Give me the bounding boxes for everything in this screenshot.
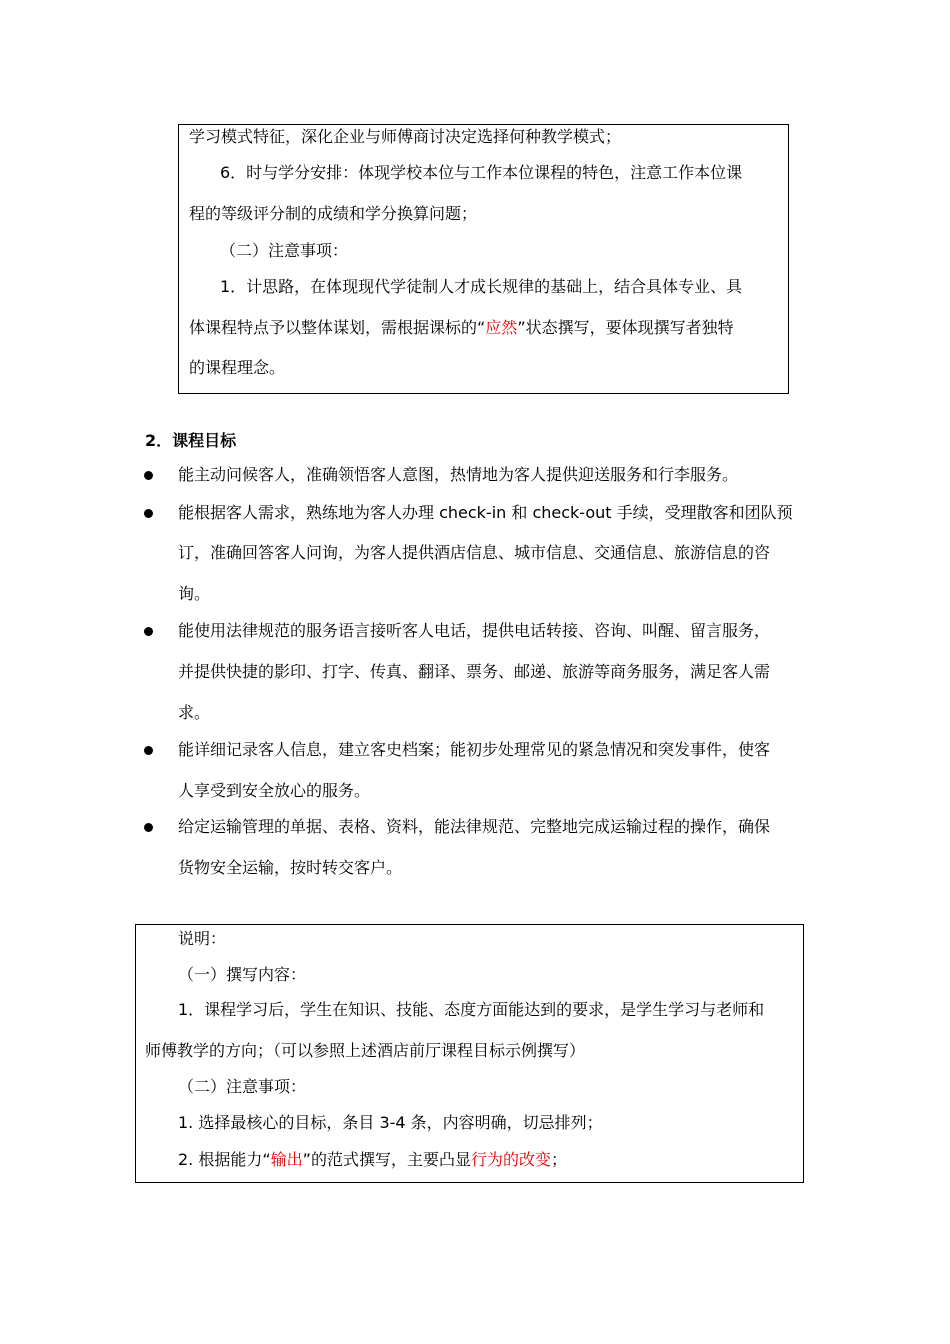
text-line: 1．计思路，在体现现代学徒制人才成长规律的基础上，结合具体专业、具 [220,277,743,296]
text-line-mixed: 2. 根据能力“输出”的范式撰写，主要凸显行为的改变； [178,1150,567,1169]
bullet-icon [144,746,153,755]
subheading: （一）撰写内容： [178,965,307,984]
text-line: 1. 选择最核心的目标，条目 3-4 条，内容明确，切忌排列； [178,1113,603,1132]
bullet-icon [144,823,153,832]
bullet-text: 货物安全运输，按时转交客户。 [178,858,403,877]
bullet-text: 能使用法律规范的服务语言接听客人电话，提供电话转接、咨询、叫醒、留言服务， [178,621,771,640]
bullet-text: 能根据客人需求，熟练地为客人办理 check-in 和 check-out 手续，受理散客和团队预 [178,503,793,522]
bullet-icon [144,471,153,480]
subheading: （二）注意事项： [220,241,349,260]
highlight-text: 输出 [270,1150,303,1169]
bullet-text: 给定运输管理的单据、表格、资料，能法律规范、完整地完成运输过程的操作，确保 [178,817,771,836]
subheading: （二）注意事项： [178,1077,307,1096]
bullet-text: 询。 [178,584,211,603]
text-line-mixed: 体课程特点予以整体谋划，需根据课标的“应然”状态撰写，要体现撰写者独特 [189,318,734,337]
bullet-text: 订，准确回答客人问询，为客人提供酒店信息、城市信息、交通信息、旅游信息的咨 [178,543,771,562]
bullet-text: 能详细记录客人信息，建立客史档案；能初步处理常见的紧急情况和突发事件，使客 [178,740,771,759]
text-line: 1．课程学习后，学生在知识、技能、态度方面能达到的要求，是学生学习与老师和 [178,1000,765,1019]
text-line: 学习模式特征，深化企业与师傅商讨决定选择何种教学模式； [189,127,622,146]
bullet-text: 求。 [178,703,211,722]
text-line: 师傅教学的方向；（可以参照上述酒店前厅课程目标示例撰写） [145,1041,586,1060]
box-title: 说明： [178,929,227,948]
bullet-icon [144,627,153,636]
bullet-text: 能主动问候客人，准确领悟客人意图，热情地为客人提供迎送服务和行李服务。 [178,465,739,484]
text-line: 6．时与学分安排：体现学校本位与工作本位课程的特色，注意工作本位课 [220,163,743,182]
highlight-text: 行为的改变 [470,1150,551,1169]
bullet-text: 人享受到安全放心的服务。 [178,781,371,800]
text-line: 程的等级评分制的成绩和学分换算问题； [189,204,478,223]
highlight-text: 应然 [485,318,518,337]
section-heading: 2．课程目标 [145,431,237,450]
text-line: 的课程理念。 [189,358,286,377]
bullet-icon [144,509,153,518]
bullet-text: 并提供快捷的影印、打字、传真、翻译、票务、邮递、旅游等商务服务，满足客人需 [178,662,771,681]
